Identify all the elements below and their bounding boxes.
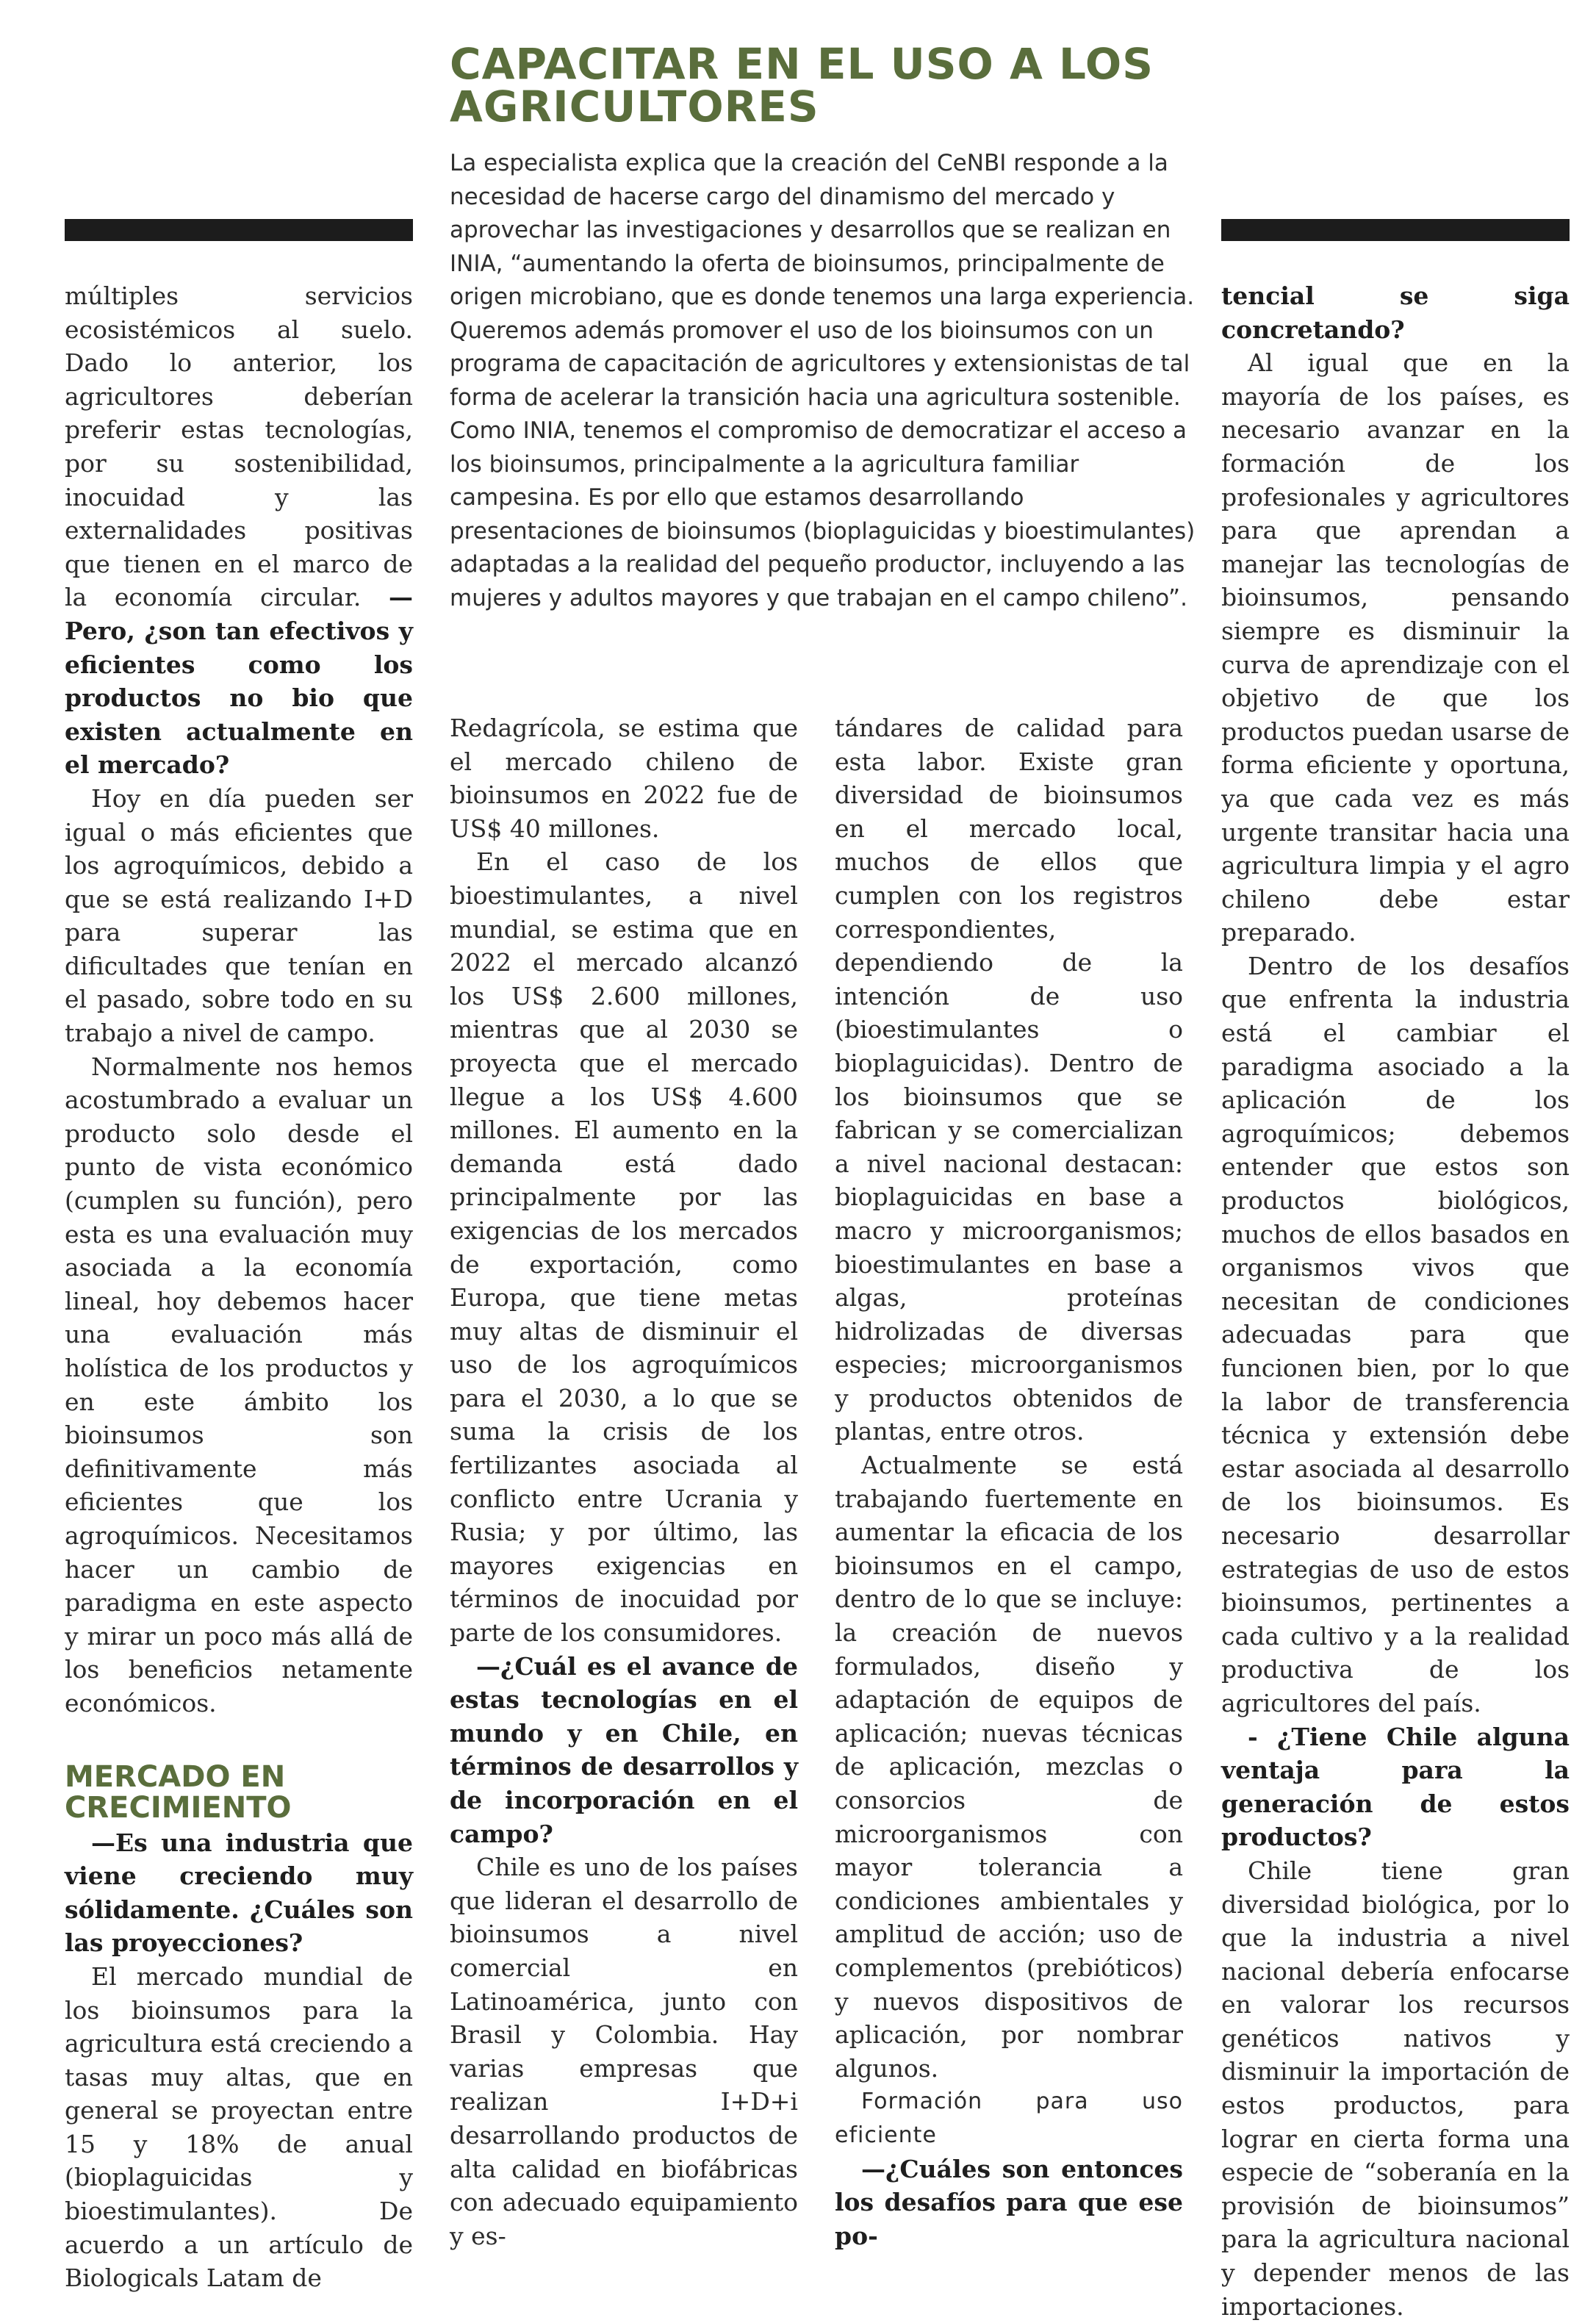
column-1 [65, 279, 413, 2295]
paragraph: El mercado mundial de los bioinsumos para la agricultura está creciendo a tasas muy altas, que en general se proyectan entre 15 y 18% de anual (bioplaguicidas y bioestimulantes). De acuerdo a un artículo de Biologicals Latam de [65, 1961, 413, 2293]
column-rule-right [1221, 219, 1570, 241]
section-heading: MERCADO EN CRECIMIENTO [65, 1759, 292, 1825]
paragraph [65, 279, 413, 782]
interview-question: tencial se siga concretando? [1221, 281, 1570, 344]
paragraph: tándares de calidad para esta labor. Existe gran diversidad de bioinsumos en el mercado local, muchos de ellos que cumplen con los registros correspondientes, dependiendo de la intención de uso (bioestimulantes o bioplaguicidas). Dentro de los bioinsumos que se fabrican y se comercializan a nivel nacional destacan: bioplaguicidas en base a macro y microorganismos; bioestimulantes en base a algas, proteínas hidrolizadas de diversas especies; microorganismos y productos obtenidos de plantas, entre otros. [835, 714, 1183, 1446]
subheading: Formación para uso eficiente [835, 2089, 1183, 2148]
paragraph: Al igual que en la mayoría de los países, es necesario avanzar en la formación de los profesionales y agricultores para que aprendan a manejar las tecnologías de bioinsumos, pensando siempre es disminuir la curva de aprendizaje con el objetivo de que los productos puedan usarse de forma eficiente y oportuna, ya que cada vez es más urgente transitar hacia una agricultura limpia y el agro chileno debe estar preparado. [1221, 348, 1570, 947]
column-rule-left [65, 219, 413, 241]
column-3 [835, 711, 1183, 2252]
article-title: CAPACITAR EN EL USO A LOS AGRICULTORES [450, 39, 1154, 132]
intro-paragraph-2: Como INIA, tenemos el compromiso de democratizar el acceso a los bioinsumos, principalmente a la agricultura familiar campesina. Es por ello que estamos desarrollando presentaciones de bioinsumos (bioplaguicidas y bioestimulantes) adaptadas a la realidad del pequeño productor, incluyendo a las mujeres y adultos mayores y que trabajan en el campo chileno”. [450, 417, 1196, 611]
paragraph-text: múltiples servicios ecosistémicos al suelo. Dado lo anterior, los agricultores deberían preferir estas tecnologías, por su sostenibilidad, inocuidad y las externalidades positivas que tienen en el marco de la economía circular. [65, 281, 413, 612]
interview-question: —Es una industria que viene creciendo muy sólidamente. ¿Cuáles son las proyecciones? [65, 1828, 413, 1958]
paragraph: Actualmente se está trabajando fuertemente en aumentar la eficacia de los bioinsumos en el campo, dentro de lo que se incluye: la creación de nuevos formulados, diseño y adaptación de equipos de aplicación; nuevas técnicas de aplicación, mezclas o consorcios de microorganismos con mayor tolerancia a condiciones ambientales y amplitud de acción; uso de complementos (prebióticos) y nuevos dispositivos de aplicación, por nombrar algunos. [835, 1451, 1183, 2083]
interview-question: —¿Cuáles son entonces los desafíos para que ese po- [835, 2154, 1183, 2250]
paragraph: Hoy en día pueden ser igual o más eficientes que los agroquímicos, debido a que se está realizando I+D para superar las dificultades que tenían en el pasado, sobre todo en su trabajo a nivel de campo. [65, 783, 413, 1048]
column-2 [450, 711, 798, 2252]
interview-question: —¿Cuál es el avance de estas tecnologías en el mundo y en Chile, en términos de desarrollos y de incorporación en el campo? [450, 1651, 798, 1848]
paragraph: En el caso de los bioestimulantes, a nivel mundial, se estima que en 2022 el mercado alcanzó los US$ 2.600 millones, mientras que al 2030 se proyecta que el mercado llegue a los US$ 4.600 millones. El aumento en la demanda está dado principalmente por las exigencias de los mercados de exportación, como Europa, que tiene metas muy altas de disminuir el uso de los agroquímicos para el 2030, a lo que se suma la crisis de los fertilizantes asociada al conflicto entre Ucrania y Rusia; y por último, las mayores exigencias en términos de inocuidad por parte de los consumidores. [450, 847, 798, 1648]
intro-paragraph-1: La especialista explica que la creación del CeNBI responde a la necesidad de hacerse cargo del dinamismo del mercado y aprovechar las investigaciones y desarrollos que se realizan en INIA, “aumentando la oferta de bioinsumos, principalmente de origen microbiano, que es donde tenemos una larga experiencia. Queremos además promover el uso de los bioinsumos con un programa de capacitación de agricultores y extensionistas de tal forma de acelerar la transición hacia una agricultura sostenible. [450, 150, 1195, 411]
paragraph: Redagrícola, se estima que el mercado chileno de bioinsumos en 2022 fue de US$ 40 millones. [450, 714, 798, 843]
intro-box [450, 147, 1199, 615]
paragraph: Chile es uno de los países que lideran el desarrollo de bioinsumos a nivel comercial en Latinoamérica, junto con Brasil y Colombia. Hay varias empresas que realizan I+D+i desarrollando productos de alta calidad en biofábricas con adecuado equipamiento y es- [450, 1853, 798, 2250]
paragraph: Normalmente nos hemos acostumbrado a evaluar un producto solo desde el punto de vista económico (cumplen su función), pero esta es una evaluación muy asociada a la economía lineal, hoy debemos hacer una evaluación más holística de los productos y en este ámbito los bioinsumos son definitivamente más eficientes que los agroquímicos. Necesitamos hacer un cambio de paradigma en este aspecto y mirar un poco más allá de los beneficios netamente económicos. [65, 1052, 413, 1717]
paragraph: Dentro de los desafíos que enfrenta la industria está el cambiar el paradigma asociado a la aplicación de los agroquímicos; debemos entender que estos son productos biológicos, muchos de ellos basados en organismos vivos que necesitan de condiciones adecuadas para que funcionen bien, por lo que la labor de transferencia técnica y extensión debe estar asociada al desarrollo de los bioinsumos. Es necesario desarrollar estrategias de uso de estos bioinsumos, pertinentes a cada cultivo y a la realidad productiva de los agricultores del país. [1221, 951, 1570, 1717]
column-4 [1221, 279, 1570, 2323]
paragraph: Chile tiene gran diversidad biológica, por lo que la industria a nivel nacional debería enfocarse en valorar los recursos genéticos nativos y disminuir la importación de estos productos, para lograr en cierta forma una especie de “soberanía en la provisión de bioinsumos” para la agricultura nacional y depender menos de las importaciones. [1221, 1856, 1570, 2321]
interview-question: —Pero, ¿son tan efectivos y eficientes como los productos no bio que existen actualmente en el mercado? [65, 583, 413, 780]
interview-question: - ¿Tiene Chile alguna ventaja para la generación de estos productos? [1221, 1722, 1570, 1852]
